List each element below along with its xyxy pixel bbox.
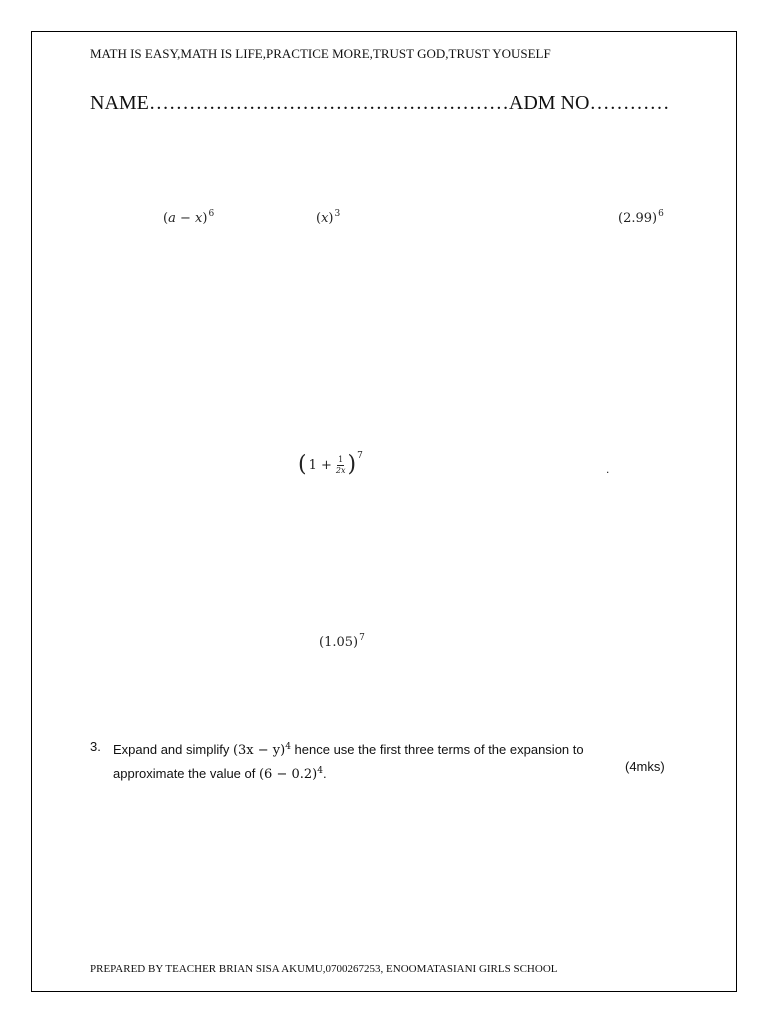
adm-label: ADM NO — [508, 92, 590, 114]
name-label: NAME — [90, 92, 149, 114]
fraction: $\frac{1}{2x}$ — [335, 454, 346, 475]
math-3x-minus-y-4: $(3x - y)^4$ — [232, 742, 291, 758]
question-line-1: Expand and simplify $(3x - y)^4$ hence use the first three terms of the expansion to — [113, 742, 584, 758]
adm-blank: ………… — [589, 92, 670, 114]
name-blank: ……………………………………………… — [148, 92, 509, 114]
question-text — [113, 737, 633, 785]
expression-x-3: $(x)^3$ — [316, 209, 341, 226]
footer-credit: PREPARED BY TEACHER BRIAN SISA AKUMU,0700267253, ENOOMATASIANI GIRLS SCHOOL — [90, 963, 558, 975]
expression-1-plus-half-x-7: ( 1 + $\frac{1}{2x}$ ) 7 — [298, 451, 363, 477]
marks-label: (4mks) — [625, 759, 665, 774]
expression-2-99-6: $(2.99)^6$ — [618, 209, 664, 226]
expression-1-05-7: $(1.05)^7$ — [319, 633, 365, 650]
question-line-2: approximate the value of $(6 - 0.2)^4$. — [113, 766, 327, 782]
stray-dot: . — [606, 462, 610, 476]
motto-header: MATH IS EASY,MATH IS LIFE,PRACTICE MORE,TRUST GOD,TRUST YOUSELF — [90, 46, 551, 61]
math-6-minus-0-2-4: $(6 - 0.2)^4$ — [258, 766, 323, 782]
exam-page — [31, 31, 737, 992]
student-info-line — [90, 92, 669, 115]
expression-a-minus-x-6: $(a - x)^6$ — [163, 209, 215, 226]
question-number: 3. — [90, 739, 101, 754]
